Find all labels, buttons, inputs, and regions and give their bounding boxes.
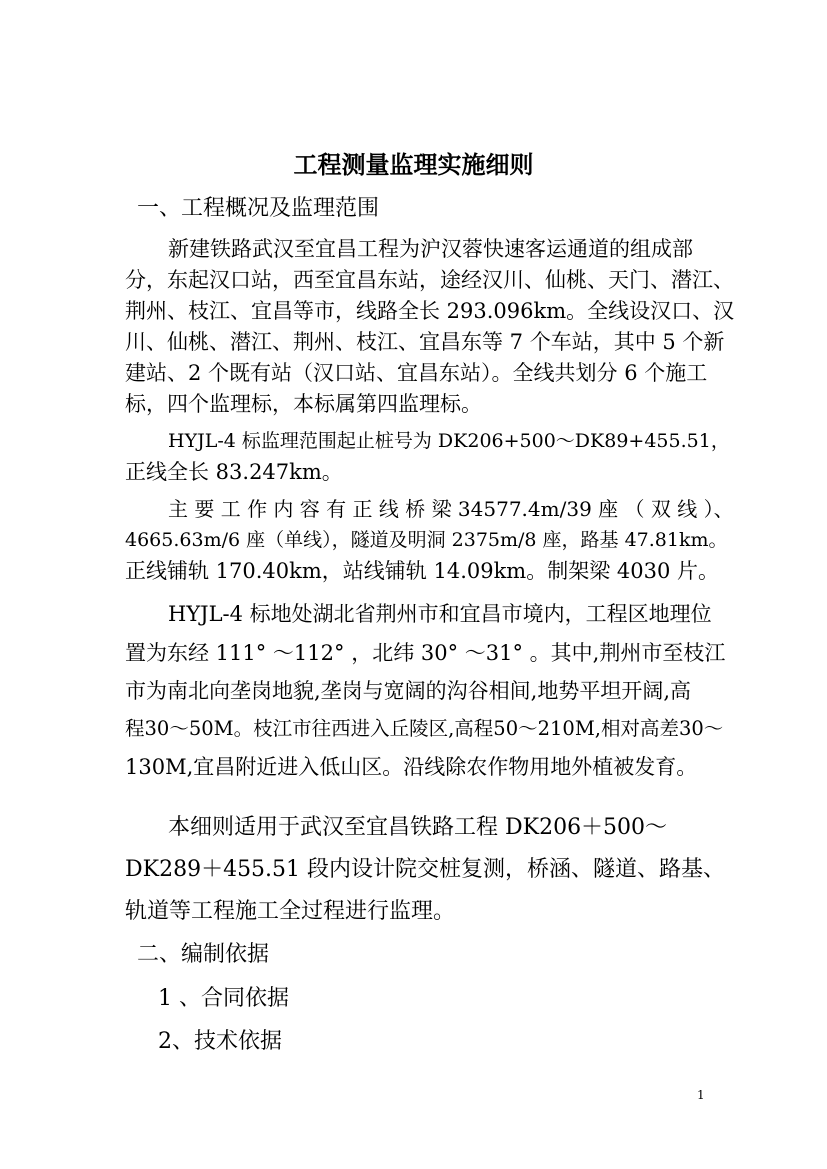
para4-line1: HYJL-4 标地处湖北省荆州市和宜昌市境内，工程区地理位 bbox=[168, 602, 712, 626]
para1-line3: 荆州、枝江、宜昌等市，线路全长 293.096km。全线设汉口、汉 bbox=[125, 299, 735, 323]
para1-line5: 建站、2 个既有站（汉口站、宜昌东站）。全线共划分 6 个施工 bbox=[125, 361, 708, 385]
para5-line3: 轨道等工程施工全过程进行监理。 bbox=[125, 899, 456, 924]
para4-line2: 置为东经 111° ～112° ，北纬 30° ～31° 。其中,荆州市至枝江 bbox=[125, 641, 726, 665]
para4-line5: 130M,宜昌附近进入低山区。沿线除农作物用地外植被发育。 bbox=[125, 755, 698, 779]
para4-line4: 程30～50M。枝江市往西进入丘陵区,高程50～210M,相对高差30～ bbox=[125, 717, 724, 740]
para3-line2: 4665.63m/6 座（单线），隧道及明洞 2375m/8 座，路基 47.81km。 bbox=[125, 529, 728, 551]
section2-item1: 1 、合同依据 bbox=[158, 986, 289, 1011]
para5-line1: 本细则适用于武汉至宜昌铁路工程 DK206＋500～ bbox=[168, 815, 668, 840]
para1-line6: 标，四个监理标，本标属第四监理标。 bbox=[125, 392, 482, 416]
para1-line4: 川、仙桃、潜江、荆州、枝江、宜昌东等 7 个车站，其中 5 个新 bbox=[125, 330, 725, 354]
para2-line2: 正线全长 83.247km。 bbox=[125, 460, 343, 484]
section2-heading: 二、编制依据 bbox=[137, 942, 270, 967]
para4-line3: 市为南北向垄岗地貌,垄岗与宽阔的沟谷相间,地势平坦开阔,高 bbox=[125, 679, 692, 703]
para3-line3: 正线铺轨 170.40km，站线铺轨 14.09km。制架梁 4030 片。 bbox=[125, 559, 720, 583]
para5-line2: DK289＋455.51 段内设计院交桩复测，桥涵、隧道、路基、 bbox=[125, 857, 726, 882]
document-title: 工程测量监理实施细则 bbox=[293, 150, 534, 179]
para3-line1: 主 要 工 作 内 容 有 正 线 桥 梁 34577.4m/39 座 （ 双 线 ）、 bbox=[168, 497, 734, 521]
section2-item2: 2、技术依据 bbox=[158, 1029, 282, 1054]
page-number: 1 bbox=[697, 1088, 705, 1102]
section1-heading: 一、工程概况及监理范围 bbox=[137, 196, 380, 221]
para1-line1: 新建铁路武汉至宜昌工程为沪汉蓉快速客运通道的组成部 bbox=[168, 237, 693, 261]
para1-line2: 分，东起汉口站，西至宜昌东站，途经汉川、仙桃、天门、潜江、 bbox=[125, 268, 734, 292]
para2-line1: HYJL-4 标监理范围起止桩号为 DK206+500～DK89+455.51， bbox=[168, 430, 730, 452]
